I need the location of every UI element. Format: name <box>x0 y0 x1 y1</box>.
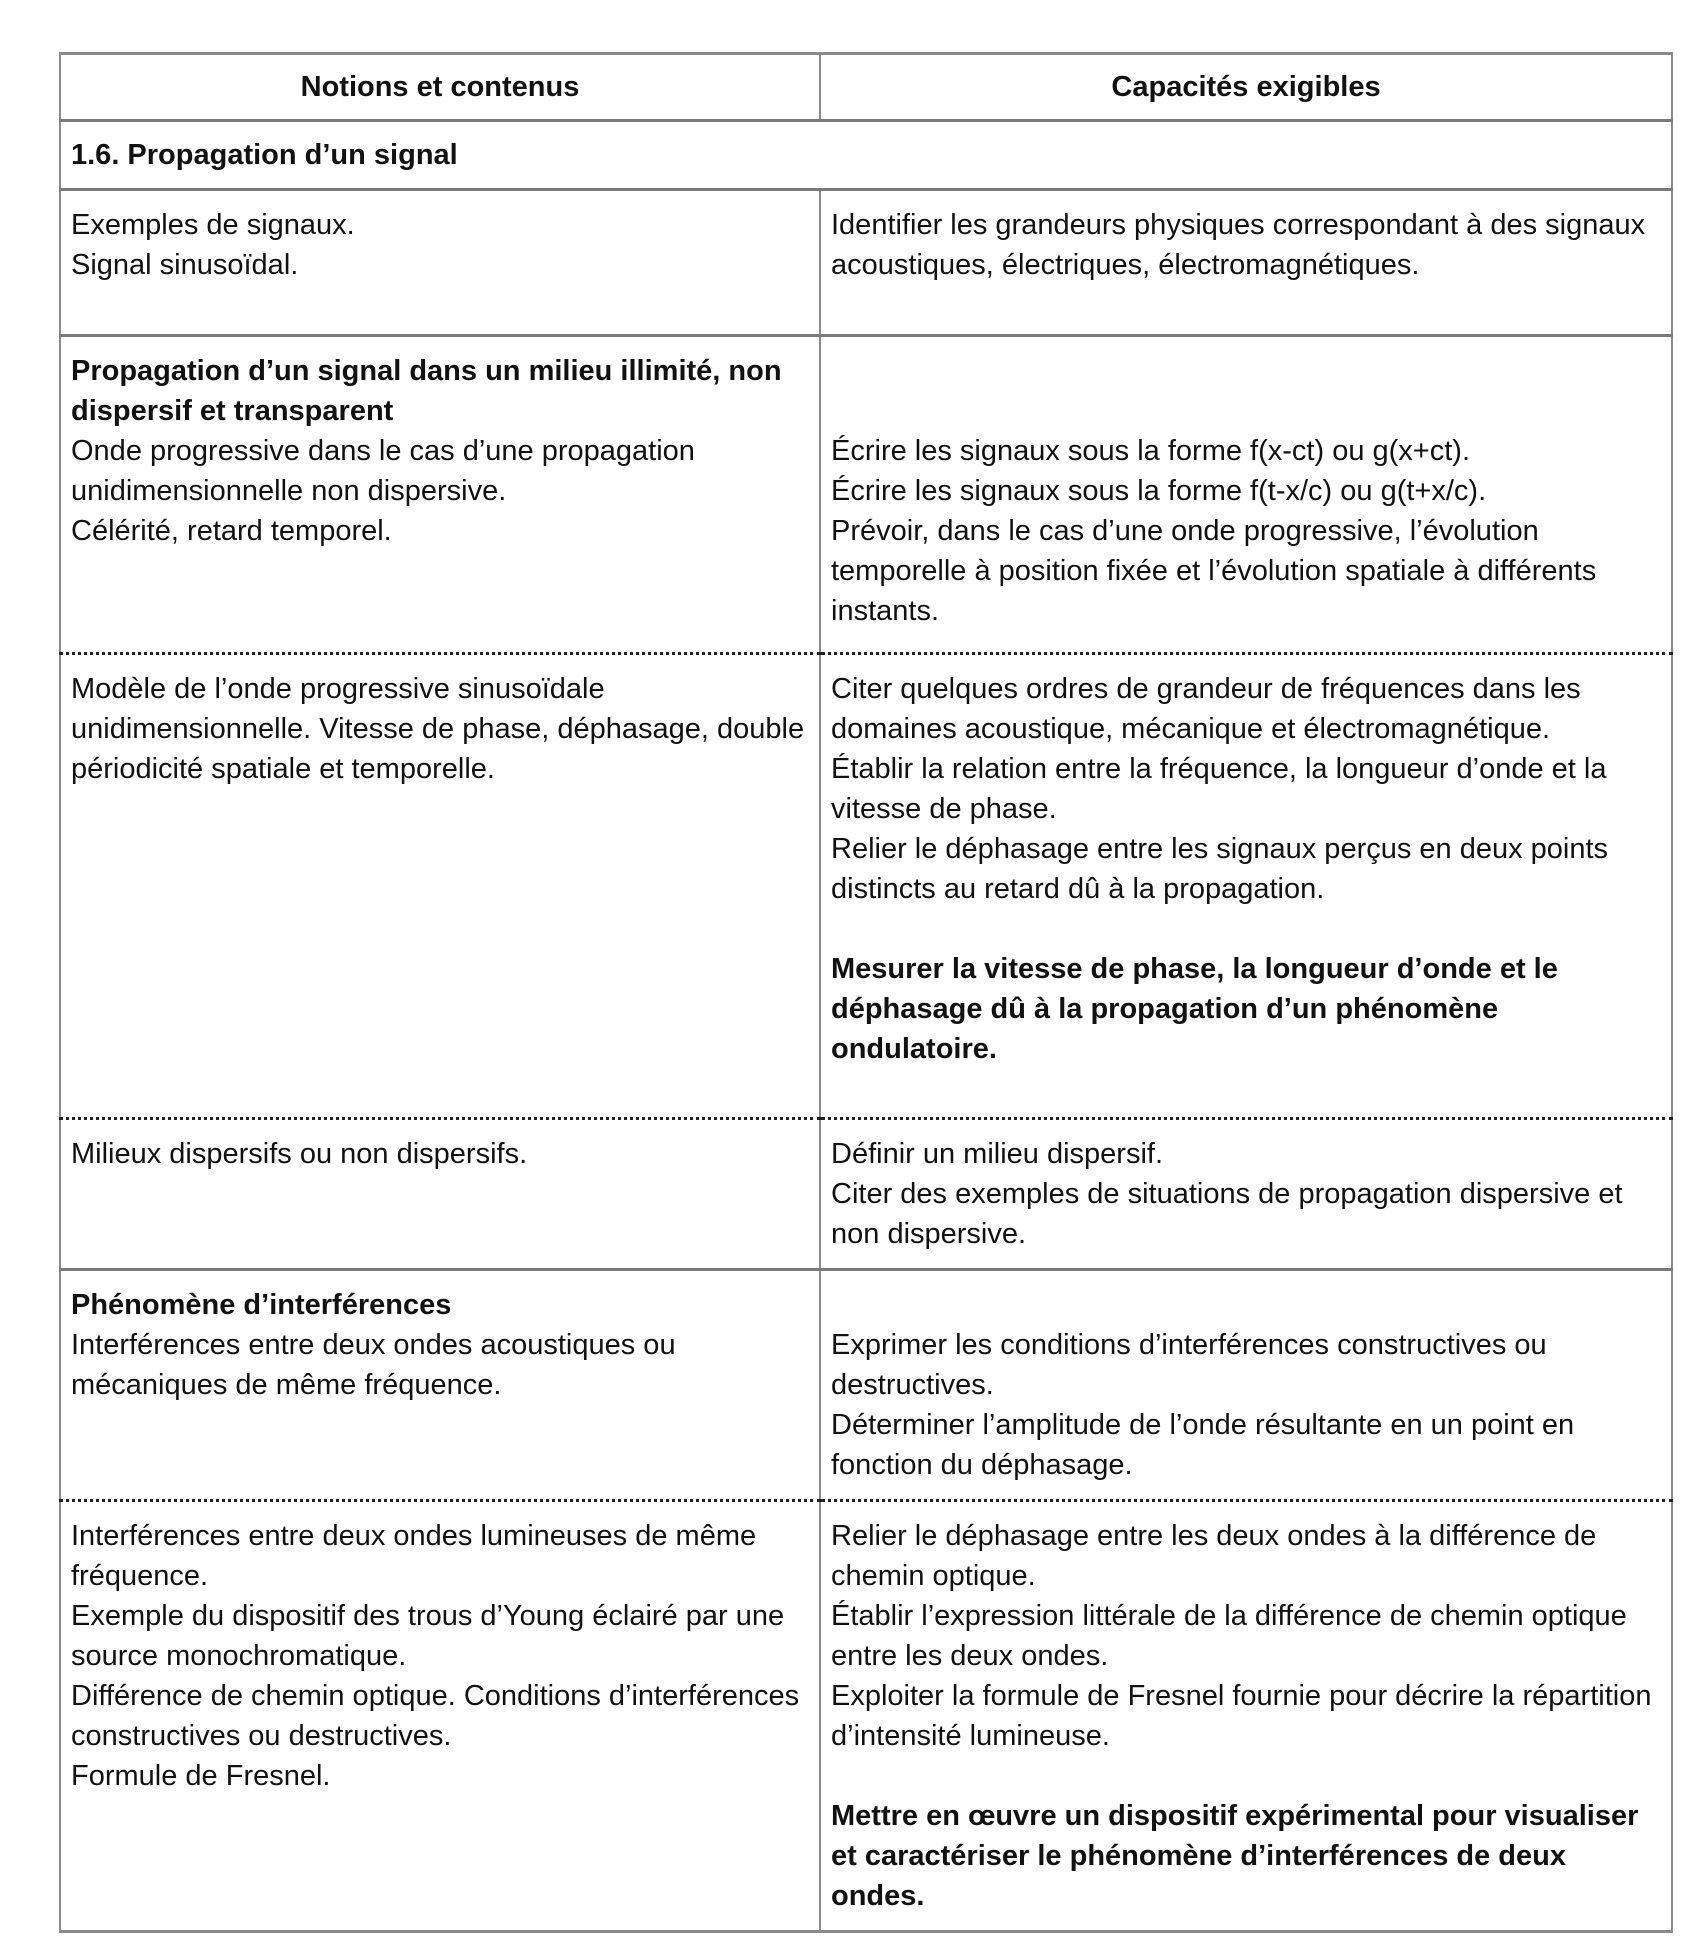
capacite-text: Écrire les signaux sous la forme f(t-x/c) ou g(t+x/c). <box>831 475 1487 507</box>
notions-cell <box>60 654 820 1119</box>
capacites-cell <box>820 654 1672 1119</box>
capacites-cell <box>820 1270 1672 1501</box>
notion-text: Formule de Fresnel. <box>71 1760 331 1792</box>
spacer <box>831 909 1661 949</box>
notion-text: Interférences entre deux ondes acoustiques ou mécaniques de même fréquence. <box>71 1329 676 1401</box>
notions-cell <box>60 190 820 336</box>
table-row <box>60 1501 1672 1932</box>
capacite-text: Définir un milieu dispersif. <box>831 1138 1164 1170</box>
capacite-practical: Mettre en œuvre un dispositif expérimental pour visualiser et caractériser le phénomène d’interférences de deux ondes. <box>831 1800 1639 1912</box>
program-table <box>59 52 1673 1933</box>
capacite-text: Citer des exemples de situations de propagation dispersive et non dispersive. <box>831 1178 1623 1250</box>
capacite-text: Déterminer l’amplitude de l’onde résultante en un point en fonction du déphasage. <box>831 1409 1575 1481</box>
notion-text: Modèle de l’onde progressive sinusoïdale unidimensionnelle. Vitesse de phase, déphasage, double périodicité spatiale et temporelle. <box>71 673 805 785</box>
section-row <box>60 121 1672 190</box>
table-row <box>60 336 1672 654</box>
notion-text: Célérité, retard temporel. <box>71 515 392 547</box>
notions-cell <box>60 336 820 654</box>
notion-text: Interférences entre deux ondes lumineuses de même fréquence. <box>71 1520 757 1592</box>
notion-text: Exemple du dispositif des trous d’Young éclairé par une source monochromatique. <box>71 1600 785 1672</box>
header-row <box>60 54 1672 121</box>
notions-cell <box>60 1119 820 1270</box>
capacite-text: Relier le déphasage entre les signaux perçus en deux points distincts au retard dû à la propagation. <box>831 833 1609 905</box>
notion-text: Signal sinusoïdal. <box>71 249 299 281</box>
notions-cell <box>60 1501 820 1932</box>
capacite-text: Prévoir, dans le cas d’une onde progressive, l’évolution temporelle à position fixée et l’évolution spatiale à différents instants. <box>831 515 1597 627</box>
capacite-text: Établir la relation entre la fréquence, la longueur d’onde et la vitesse de phase. <box>831 753 1607 825</box>
capacites-cell <box>820 1501 1672 1932</box>
notions-cell <box>60 1270 820 1501</box>
capacites-cell <box>820 336 1672 654</box>
notion-text: Différence de chemin optique. Conditions d’interférences constructives ou destructives. <box>71 1680 800 1752</box>
capacite-text: Exprimer les conditions d’interférences constructives ou destructives. <box>831 1329 1547 1401</box>
spacer <box>831 1756 1661 1796</box>
table-row <box>60 654 1672 1119</box>
capacites-cell <box>820 1119 1672 1270</box>
table-row <box>60 1270 1672 1501</box>
notion-heading: Propagation d’un signal dans un milieu illimité, non dispersif et transparent <box>71 355 782 427</box>
capacite-practical: Mesurer la vitesse de phase, la longueur d’onde et le déphasage dû à la propagation d’un phénomène ondulatoire. <box>831 953 1558 1065</box>
notion-heading: Phénomène d’interférences <box>71 1289 452 1321</box>
capacite-text: Citer quelques ordres de grandeur de fréquences dans les domaines acoustique, mécanique et électromagnétique. <box>831 673 1581 745</box>
spacer <box>831 1285 1661 1325</box>
notion-text: Exemples de signaux. <box>71 209 355 241</box>
capacite-text: Exploiter la formule de Fresnel fournie pour décrire la répartition d’intensité lumineuse. <box>831 1680 1652 1752</box>
spacer <box>831 351 1661 431</box>
capacite-text: Relier le déphasage entre les deux ondes à la différence de chemin optique. <box>831 1520 1597 1592</box>
header-capacites: Capacités exigibles <box>820 54 1672 121</box>
capacites-cell <box>820 190 1672 336</box>
capacite-text: Identifier les grandeurs physiques correspondant à des signaux acoustiques, électriques, électromagnétiques. <box>831 209 1646 281</box>
table-row <box>60 1119 1672 1270</box>
notion-text: Onde progressive dans le cas d’une propagation unidimensionnelle non dispersive. <box>71 435 695 507</box>
header-notions: Notions et contenus <box>60 54 820 121</box>
section-title: 1.6. Propagation d’un signal <box>60 121 1672 190</box>
capacite-text: Établir l’expression littérale de la différence de chemin optique entre les deux ondes. <box>831 1600 1627 1672</box>
notion-text: Milieux dispersifs ou non dispersifs. <box>71 1138 528 1170</box>
table-row <box>60 190 1672 336</box>
capacite-text: Écrire les signaux sous la forme f(x-ct) ou g(x+ct). <box>831 435 1471 467</box>
